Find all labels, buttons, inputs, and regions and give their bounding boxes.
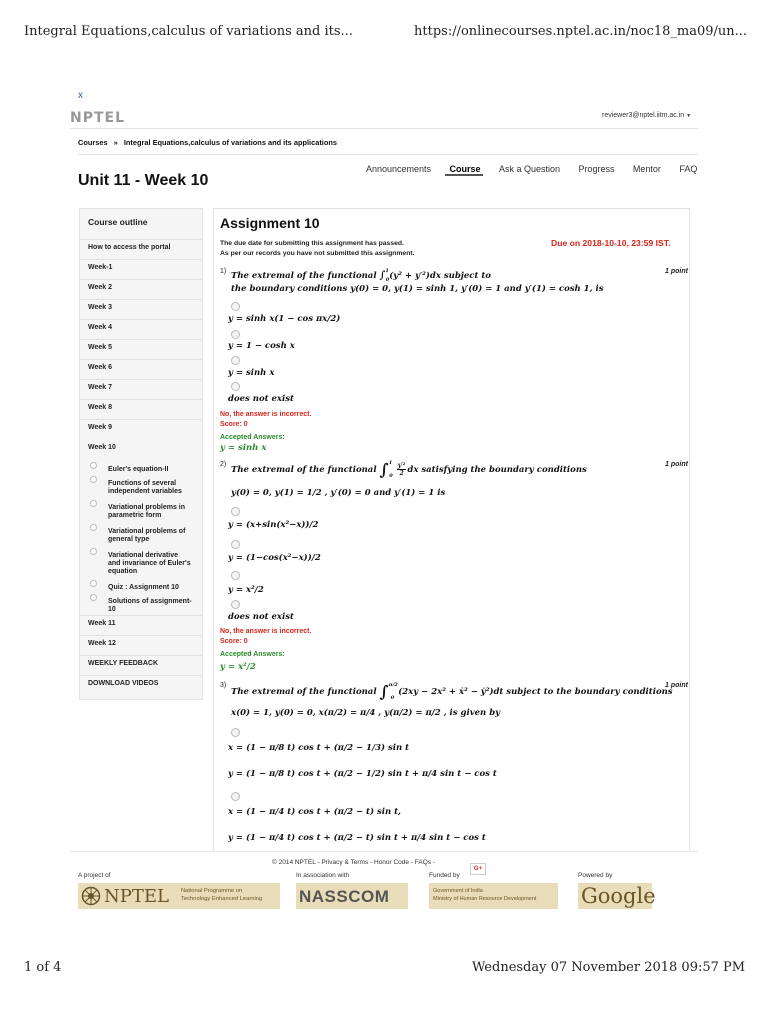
mhrd-logo[interactable]: [429, 883, 558, 909]
sidebar-item-week-2[interactable]: Week 2: [80, 279, 202, 300]
q2-integrand-fraction: $\frac{\text{y′²}}{2}$: [397, 462, 406, 477]
q2-accepted-label: Accepted Answers:: [220, 651, 285, 658]
q1-option-c-radio[interactable]: [231, 356, 240, 365]
sidebar-item-weekly-feedback[interactable]: WEEKLY FEEDBACK: [80, 655, 202, 676]
breadcrumb-courses[interactable]: Courses: [78, 138, 108, 147]
header-divider: [70, 128, 698, 129]
q2-conditions: y(0) = 0, y(1) = 1/2 , y′(0) = 0 and y′(1) = 1 is: [231, 488, 446, 498]
nav-announcements[interactable]: Announcements: [366, 164, 432, 174]
q2-question: The extremal of the functional ∫$^1_0$ $\frac{\text{y′²}}{2}$ dx satisfying the boundary conditions: [231, 460, 587, 479]
sidebar-item-week-8[interactable]: Week 8: [80, 399, 202, 420]
q1-points: 1 point: [665, 268, 688, 275]
breadcrumb: [78, 138, 337, 147]
q1-question: The extremal of the functional ∫$^1_0$(y² + y′²)dx subject to: [231, 268, 491, 283]
page-title: Unit 11 - Week 10: [78, 172, 209, 189]
breadcrumb-course[interactable]: Integral Equations,calculus of variations and its applications: [123, 138, 337, 147]
bullet-icon: [90, 548, 97, 555]
nptel-header-logo[interactable]: NPTEL: [70, 110, 126, 126]
q1-option-c[interactable]: y = sinh x: [228, 368, 275, 378]
nptel-logo-sub2: Technology Enhanced Learning: [181, 896, 263, 902]
pdf-header-url: https://onlinecourses.nptel.ac.in/noc18_ma09/un...: [414, 24, 748, 39]
sidebar-item-week-9[interactable]: Week 9: [80, 419, 202, 440]
google-logo-text: Google: [581, 884, 656, 908]
q3-question: The extremal of the functional ∫$^{\pi/2}_0$(2xy − 2x² + ẋ² − ẏ²)dt subject to the boundary conditions: [231, 682, 673, 701]
funded-label: Funded by: [429, 872, 460, 879]
q1-conditions: the boundary conditions y(0) = 0, y(1) = sinh 1, y′(0) = 1 and y′(1) = cosh 1, is: [231, 284, 604, 294]
q1-option-d-radio[interactable]: [231, 382, 240, 391]
due-passed-note: The due date for submitting this assignment has passed.: [220, 240, 404, 247]
project-label: A project of: [78, 872, 111, 879]
q1-score: Score: 0: [220, 421, 248, 428]
nav-mentor[interactable]: Mentor: [632, 164, 661, 174]
q2-option-c[interactable]: y = x²/2: [228, 585, 264, 595]
mhrd-line1: Government of India: [433, 888, 483, 894]
caret-down-icon: ▼: [686, 113, 692, 119]
q3-option-b-x[interactable]: x = (1 − π/4 t) cos t + (π/2 − t) sin t,: [228, 807, 401, 817]
q1-option-b[interactable]: y = 1 − cosh x: [228, 341, 295, 351]
assignment-title: Assignment 10: [220, 215, 320, 231]
sidebar-item-week-10[interactable]: Week 10 Euler's equation-II Functions of several independent variables Variational problems in parametric form Variational problems of general type Variational derivative and invariance of Euler's equation Quiz : Assignment 10 Solutions of assignment-10: [80, 439, 202, 616]
q1-accepted-answer: y = sinh x: [220, 443, 267, 453]
q3-conditions: x(0) = 1, y(0) = 0, x(π/2) = π/4 , y(π/2) = π/2 , is given by: [231, 708, 501, 718]
not-submitted-note: As per our records you have not submitted this assignment.: [220, 250, 415, 257]
q3-option-b-y[interactable]: y = (1 − π/4 t) cos t + (π/2 − t) sin t + π/4 sin t − cos t: [228, 833, 486, 843]
breadcrumb-divider: [78, 154, 698, 155]
q2-option-a[interactable]: y = (x+sin(x²−x))/2: [228, 520, 319, 530]
course-nav: [352, 159, 697, 177]
nav-course[interactable]: Course: [449, 164, 481, 174]
q2-option-c-radio[interactable]: [231, 571, 240, 580]
q1-option-b-radio[interactable]: [231, 330, 240, 339]
bullet-icon: [90, 462, 97, 469]
breadcrumb-separator: »: [113, 138, 118, 147]
nptel-emblem-icon: [81, 886, 101, 906]
q2-option-d-radio[interactable]: [231, 600, 240, 609]
nav-faq[interactable]: FAQ: [679, 164, 698, 174]
nav-ask-question[interactable]: Ask a Question: [498, 164, 560, 174]
sidebar-item-download-videos[interactable]: DOWNLOAD VIDEOS: [88, 680, 159, 687]
nav-progress[interactable]: Progress: [578, 164, 615, 174]
q2-option-a-radio[interactable]: [231, 507, 240, 516]
association-label: In association with: [296, 872, 350, 879]
q3-option-a-x[interactable]: x = (1 − π/8 t) cos t + (π/2 − 1/3) sin t: [228, 743, 410, 753]
footer-divider: [70, 851, 698, 852]
q3-option-b-radio[interactable]: [231, 792, 240, 801]
bullet-icon: [90, 500, 97, 507]
sidebar-item-week-4[interactable]: Week 4: [80, 319, 202, 340]
q1-option-d[interactable]: does not exist: [228, 394, 294, 404]
user-email: reviewer3@nptel.iitm.ac.in: [602, 112, 685, 119]
q1-option-a-radio[interactable]: [231, 302, 240, 311]
course-outline-sidebar: [79, 208, 203, 700]
sidebar-item-week-1[interactable]: Week-1: [80, 259, 202, 280]
nasscom-logo[interactable]: [296, 883, 408, 909]
nasscom-logo-text: NASSCOM: [299, 887, 390, 906]
q1-option-a[interactable]: y = sinh x(1 − cos πx/2): [228, 314, 341, 324]
google-plus-icon[interactable]: G+: [470, 863, 486, 875]
sidebar-heading: Course outline: [80, 209, 202, 240]
q2-number: 2): [220, 461, 227, 468]
close-link[interactable]: x: [78, 90, 83, 101]
q3-points: 1 point: [665, 682, 688, 689]
q3-option-a-y[interactable]: y = (1 − π/8 t) cos t + (π/2 − 1/2) sin t + π/4 sin t − cos t: [228, 769, 497, 779]
mhrd-line2: Ministry of Human Resource Development: [433, 896, 537, 902]
pdf-page-number: 1 of 4: [24, 960, 62, 975]
sidebar-item-week-6[interactable]: Week 6: [80, 359, 202, 380]
pdf-header-title: Integral Equations,calculus of variations and its...: [24, 24, 353, 39]
sidebar-item-week-3[interactable]: Week 3: [80, 299, 202, 320]
sidebar-item-week-7[interactable]: Week 7: [80, 379, 202, 400]
q2-option-b[interactable]: y = (1−cos(x²−x))/2: [228, 553, 321, 563]
footer-links[interactable]: © 2014 NPTEL - Privacy & Terms - Honor Code - FAQs -: [272, 859, 436, 866]
bullet-icon: [90, 580, 97, 587]
bullet-icon: [90, 524, 97, 531]
bullet-icon: [90, 476, 97, 483]
powered-label: Powered by: [578, 872, 613, 879]
google-logo[interactable]: [578, 883, 656, 909]
q2-score: Score: 0: [220, 638, 248, 645]
pdf-datetime: Wednesday 07 November 2018 09:57 PM: [472, 960, 746, 975]
q2-option-b-radio[interactable]: [231, 540, 240, 549]
q2-option-d[interactable]: does not exist: [228, 612, 294, 622]
bullet-icon: [90, 594, 97, 601]
q1-accepted-label: Accepted Answers:: [220, 434, 285, 441]
q2-accepted-answer: y = x²/2: [220, 662, 256, 672]
nptel-logo-sub1: National Programme on: [181, 888, 243, 894]
nptel-logo-text: NPTEL: [104, 886, 169, 907]
q2-points: 1 point: [665, 461, 688, 468]
nav-active-underline: [445, 174, 483, 176]
q1-number: 1): [220, 268, 227, 275]
sidebar-item-week-11[interactable]: Week 11: [80, 615, 202, 636]
sidebar-item-portal[interactable]: How to access the portal: [80, 239, 202, 260]
due-date: Due on 2018-10-10, 23:59 IST.: [551, 238, 671, 248]
sidebar-item-week-5[interactable]: Week 5: [80, 339, 202, 360]
q3-number: 3): [220, 682, 227, 689]
nptel-footer-logo[interactable]: [78, 883, 280, 909]
user-menu[interactable]: [602, 112, 691, 119]
q3-option-a-radio[interactable]: [231, 728, 240, 737]
sidebar-item-week-12[interactable]: Week 12: [80, 635, 202, 656]
q1-status: No, the answer is incorrect.: [220, 411, 312, 418]
q2-status: No, the answer is incorrect.: [220, 628, 312, 635]
